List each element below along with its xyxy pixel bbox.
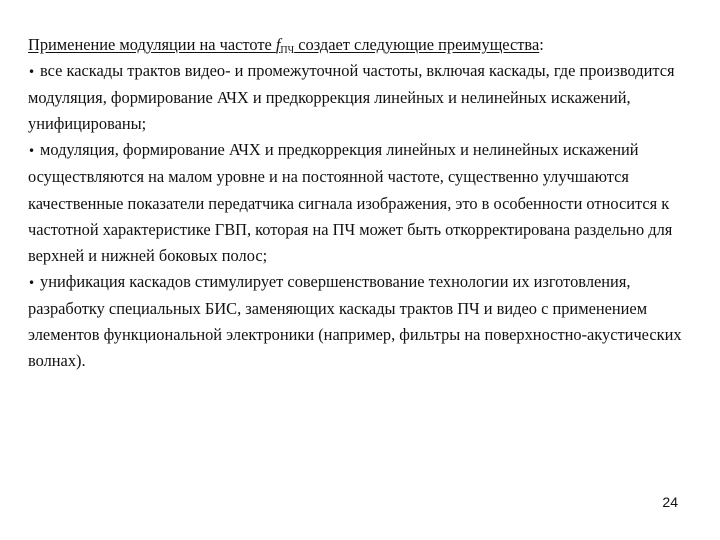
bullet-icon: • [28, 144, 36, 159]
bullet-icon: • [28, 65, 36, 80]
heading-subscript: ПЧ [280, 45, 295, 56]
heading-colon: : [539, 35, 544, 54]
page-number: 24 [662, 494, 678, 510]
heading-text-after: создает следующие преимущества [294, 35, 540, 54]
bullet-item-technology [28, 269, 700, 374]
bullet-item-low-level-modulation [28, 137, 700, 268]
heading-paragraph [28, 32, 700, 58]
heading-underlined [28, 35, 539, 54]
bullet-text: все каскады трактов видео- и промежуточной частоты, включая каскады, где производится модуляция, формирование АЧХ и предкоррекция линейных и нелинейных искажений, унифицированы; [28, 61, 675, 134]
bullet-icon: • [28, 275, 36, 290]
bullet-item-unification [28, 58, 700, 137]
bullet-text: модуляция, формирование АЧХ и предкоррекция линейных и нелинейных искажений осуществляются на малом уровне и на постоянной частоте, существенно улучшаются качественные показатели передатчика сигнала изображения, это в особенности относится к частотной характеристике ГВП, которая на ПЧ может быть откорректирована раздельно для верхней и нижней боковых полос; [28, 140, 673, 265]
bullet-text: унификация каскадов стимулирует совершенствование технологии их изготовления, разработку специальных БИС, заменяющих каскады трактов ПЧ и видео с применением элементов функциональной электроники (например, фильтры на поверхностно-акустических волнах). [28, 271, 682, 371]
heading-variable: f [275, 35, 281, 54]
heading-text-before: Применение модуляции на частоте [28, 35, 276, 54]
slide-body [28, 32, 700, 374]
